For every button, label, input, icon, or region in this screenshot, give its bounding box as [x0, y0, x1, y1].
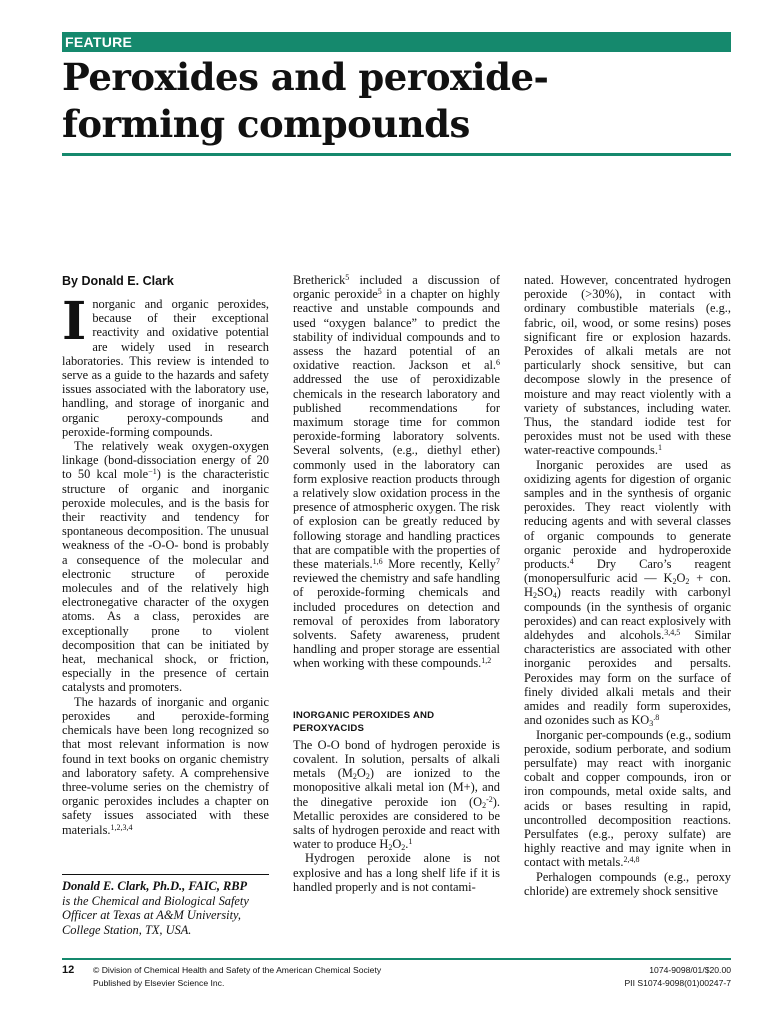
article-title [62, 54, 742, 148]
paragraph-perhalogen: Perhalogen compounds (e.g., peroxy chloride) are extremely shock sensitive [524, 869, 731, 898]
title-line-2: forming compounds [62, 102, 470, 146]
title-divider [62, 153, 731, 156]
paragraph-oxidizing: Inorganic peroxides are used as oxidizing agents for digestion of organic samples and in the synthesis of organic peroxides. They react violently with reducing agents and with several classes of organic compounds to generate organic peroxide and hydroperoxide products.$^4$ Dry Caro’s reagent (monopersulfuric acid — $K_2O_2$ + con. $H_2SO_4$) reacts readily with carbonyl compounds (in the synthesis of organic peroxides) and can react explosively with aldehydes and alcohols.$^{3,4,5}$ Similar characteristics are associated with other inorganic peroxides and persalts. Peroxides may form on the surface of finely divided alkali metals and their amides and readily form superoxides, and ozonides such as $KO_3^{.8}$ [524, 457, 731, 729]
column-2 [293, 273, 500, 894]
section-label: FEATURE [62, 32, 731, 52]
paragraph-per-compounds: Inorganic per-compounds (e.g., sodium peroxide, sodium perborate, and sodium persulfate) may react with inorganic cobalt and copper compounds, iron or iron compounds, metal oxide salts, and acids or bases resulting in rapid, uncontrolled decomposition reactions. Persulfates (e.g., peroxy sulfate) are highly reactive and may ignite when in contact with metals.$^{2,4,8}$ [524, 727, 731, 870]
footer-identifiers: 1074-9098/01/$20.00 PII S1074-9098(01)00247-7 [624, 965, 731, 988]
paragraph-hazards: The hazards of inorganic and organic peroxides and peroxide-forming chemicals have been long recognized so that most relevant information is now found in text books on organic chemistry and laboratory safety. A comprehensive three-volume series on the chemistry of organic peroxides includes a chapter on safety issues associated with these materials.$^{1,2,3,4}$ [62, 694, 269, 837]
title-line-1: Peroxides and peroxide- [62, 55, 549, 99]
paragraph-concentrated: nated. However, concentrated hydrogen peroxide (>30%), in contact with ordinary combustible materials (e.g., fabric, oil, wood, or some resins) poses significant fire or explosion hazards. Peroxides of alkali metals are not particularly shock sensitive, but can decompose slowly in the presence of moisture and may react violently with a variety of substances, including water. Thus, the standard iodide test for peroxides must not be used with these water-reactive compounds.$^1$ [524, 273, 731, 458]
bio-divider [62, 874, 269, 875]
column-1 [62, 273, 269, 837]
byline: By Donald E. Clark [62, 274, 174, 288]
footer-divider [62, 958, 731, 960]
paragraph-bond: The relatively weak oxygen-oxygen linkage (bond-dissociation energy of 20 to 50 kcal mole$^{-1}$) is the characteristic structure of organic and inorganic peroxide molecules, and is the basis for their reactivity and tendency for spontaneous decomposition. The unusual weakness of the -O-O- bond is probably a consequence of the molecular and electronic structure of peroxide molecules and of the relatively high electronegative character of the oxygen atoms. As a class, peroxides are exceptionally prone to violent decomposition that can be initiated by heat, mechanical shock, or friction, especially in the presence of certain catalysts and promoters. [62, 439, 270, 695]
drop-cap: I [62, 291, 87, 352]
footer-copyright: © Division of Chemical Health and Safety of the American Chemical Society Published by Elsevier Science Inc. [93, 965, 382, 988]
paragraph-hydrogen-peroxide: Hydrogen peroxide alone is not explosive and has a long shelf life if it is handled properly and is not contami- [293, 851, 500, 894]
section-heading: INORGANIC PEROXIDES AND PEROXYACIDS [293, 709, 435, 734]
page-number: 12 [62, 964, 75, 976]
author-bio [62, 879, 269, 937]
intro-paragraph: Inorganic and organic peroxides, because of their exceptional reactivity and oxidative potential are widely used in research laboratories. This review is intended to serve as a guide to the hazards and safety issues associated with the laboratory use, handling, and storage of inorganic and organic peroxy-compounds and peroxide-forming compounds. [62, 291, 269, 439]
column-3 [524, 273, 731, 898]
paragraph-oo-bond: The O-O bond of hydrogen peroxide is covalent. In solution, persalts of alkali metals $(M_2O_2)$ are ionized to the monopositive alkali metal ion (M+), and the dinegative peroxide ion $(O_2^{-2})$. Metallic peroxides are considered to be salts of hydrogen peroxide and react with water to produce $H_2O_2.^1$ [293, 737, 500, 853]
author-affiliation: is the Chemical and Biological Safety Officer at Texas at A&M University, College Station, TX, USA. [62, 893, 249, 937]
paragraph-bretherick: Bretherick$^5$ included a discussion of organic peroxide$^5$ in a chapter on highly reactive and unstable compounds and used “oxygen balance” to predict the stability of individual compounds and to assess the hazard potential of an oxidative reaction. Jackson et al.$^6$ addressed the use of peroxidizable chemicals in the research laboratory and published recommendations for maximum storage time for common peroxide-forming laboratory solvents. Several solvents, (e.g., diethyl ether) commonly used in the laboratory can form explosive reaction products through a relatively slow oxidation process in the presence of atmospheric oxygen. The risk of explosion can be greatly reduced by following storage and handling practices that are compatible with the properties of these materials.$^{1,6}$ More recently, Kelly$^7$ reviewed the chemistry and safe handling of peroxide-forming chemicals and included procedures on detection and removal of peroxides from laboratory solvents. Safety awareness, prudent handling and proper storage are essential when working with these compounds.$^{1,2}$ [293, 273, 500, 671]
author-name: Donald E. Clark, Ph.D., FAIC, RBP [62, 879, 248, 893]
